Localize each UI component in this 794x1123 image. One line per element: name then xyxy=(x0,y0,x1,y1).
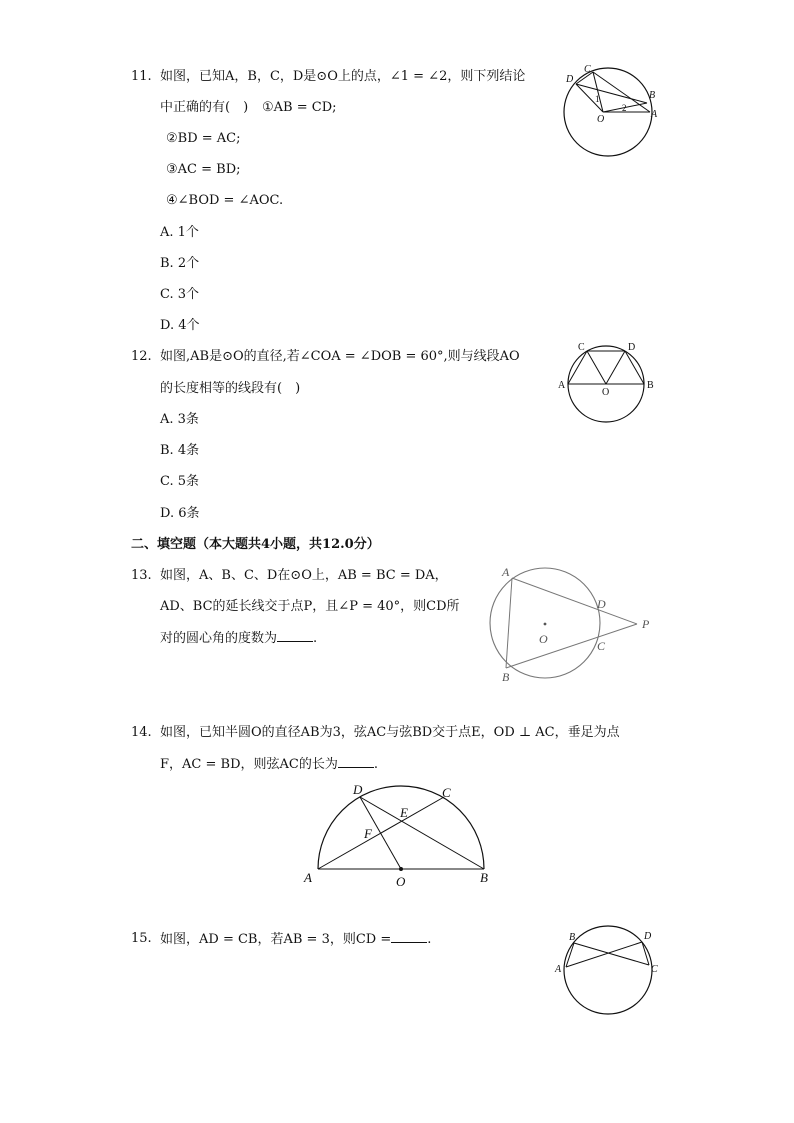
q12-option-b: B. 4条 xyxy=(160,443,200,458)
q14-label-c: C xyxy=(442,785,451,800)
q11-label-d: D xyxy=(566,74,574,85)
q15-line1: 如图，AD = CB，若AB = 3，则CD = . xyxy=(160,932,432,947)
q11-label-a: A xyxy=(651,109,658,120)
q15-chord-ad xyxy=(566,942,642,967)
q15-chord-bc xyxy=(574,943,649,965)
q12-option-c: C. 5条 xyxy=(160,474,200,489)
q15-label-b: B xyxy=(569,932,576,943)
q11-statement-2: ②BD = AC; xyxy=(166,131,241,146)
q13-label-c: C xyxy=(597,639,606,653)
q14-label-e: E xyxy=(400,805,408,820)
q11-option-a: A. 1个 xyxy=(160,225,199,240)
q13-line-bp xyxy=(506,624,637,668)
q15-label-a: A xyxy=(555,964,562,975)
q13-label-d: D xyxy=(597,597,606,611)
q11-label-b: B xyxy=(649,90,656,101)
q13-label-a: A xyxy=(502,565,510,579)
q12-chord-bd xyxy=(625,351,644,384)
q14-label-d: D xyxy=(353,782,363,797)
q13-line-ap xyxy=(512,578,637,624)
q13-line1: 如图，A、B、C、D在⊙O上，AB = BC = DA， xyxy=(160,568,448,583)
q11-stem-line2: 中正确的有( ) xyxy=(160,100,249,115)
q14-answer-blank xyxy=(338,755,374,768)
q14-label-b: B xyxy=(480,870,488,885)
q15-label-d: D xyxy=(644,931,652,942)
q11-statement-3: ③AC = BD; xyxy=(166,162,241,177)
q11-option-d: D. 4个 xyxy=(160,318,200,333)
q12-number: 12. xyxy=(131,349,152,364)
q14-semicircle xyxy=(318,786,484,869)
q11-chord-db xyxy=(576,84,647,103)
q11-option-c: C. 3个 xyxy=(160,287,200,302)
q13-label-b: B xyxy=(502,670,510,684)
q12-chord-ac xyxy=(568,351,587,384)
q15-figure xyxy=(550,920,666,1016)
q13-label-p: P xyxy=(642,617,650,631)
q12-label-c: C xyxy=(578,342,585,353)
q12-option-a: A. 3条 xyxy=(160,412,199,427)
q13-line2: AD、BC的延长线交于点P，且∠P = 40°，则CD所 xyxy=(160,599,460,614)
q11-label-angle1: 1 xyxy=(595,94,600,104)
q14-line2: F，AC = BD，则弦AC的长为 . xyxy=(160,757,378,772)
q13-figure xyxy=(484,562,664,684)
q12-option-d: D. 6条 xyxy=(160,506,200,521)
q12-label-o: O xyxy=(602,387,610,398)
section-2-title: 二、填空题（本大题共4小题，共12.0分） xyxy=(131,537,380,552)
q12-radius-oc xyxy=(587,351,606,384)
q11-option-b: B. 2个 xyxy=(160,256,200,271)
q14-center-dot xyxy=(399,867,403,871)
q15-number: 15. xyxy=(131,931,152,946)
q11-label-angle2: 2 xyxy=(622,103,627,113)
q12-radius-od xyxy=(606,351,625,384)
q11-label-o: O xyxy=(597,114,605,125)
q14-figure xyxy=(296,780,496,890)
q13-chord-ab xyxy=(506,578,512,668)
q14-label-a: A xyxy=(304,870,312,885)
q15-chord-dc xyxy=(642,942,649,965)
q11-statement-1: ①AB = CD; xyxy=(262,100,337,115)
q11-figure xyxy=(558,60,668,160)
q11-number: 11. xyxy=(131,69,152,84)
q12-label-d: D xyxy=(628,342,636,353)
q15-answer-blank xyxy=(391,930,427,943)
q13-label-o: O xyxy=(539,632,548,646)
q15-circle xyxy=(564,926,652,1014)
q13-answer-blank xyxy=(277,629,313,642)
q13-center-dot xyxy=(544,623,547,626)
q13-line3: 对的圆心角的度数为 . xyxy=(160,631,318,646)
q14-line1: 如图，已知半圆O的直径AB为3，弦AC与弦BD交于点E，OD ⊥ AC，垂足为点 xyxy=(160,725,620,740)
q12-figure xyxy=(556,338,666,430)
q12-label-a: A xyxy=(558,380,566,391)
q11-stem-line1: 如图，已知A，B，C，D是⊙O上的点，∠1 = ∠2，则下列结论 xyxy=(160,69,526,84)
q14-label-o: O xyxy=(396,874,406,889)
q15-label-c: C xyxy=(651,964,658,975)
q12-stem-line2: 的长度相等的线段有( ) xyxy=(160,381,301,396)
q13-number: 13. xyxy=(131,568,152,583)
q14-label-f: F xyxy=(364,826,372,841)
q12-stem-line1: 如图,AB是⊙O的直径,若∠COA = ∠DOB = 60°,则与线段AO xyxy=(160,349,520,364)
q11-label-c: C xyxy=(584,64,591,75)
q14-number: 14. xyxy=(131,725,152,740)
q14-chord-bd xyxy=(360,797,484,869)
q11-statement-4: ④∠BOD = ∠AOC. xyxy=(166,193,284,208)
q12-label-b: B xyxy=(647,380,654,391)
